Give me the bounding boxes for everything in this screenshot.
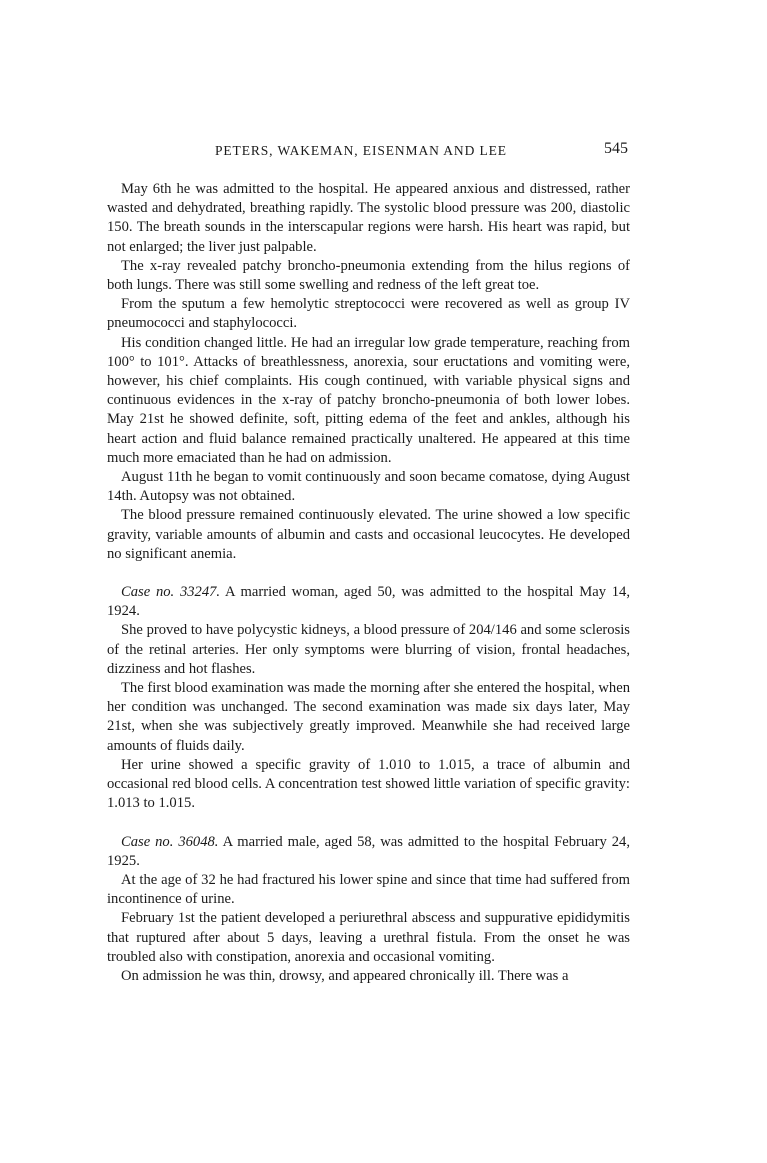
case-36048-intro: [107, 833, 630, 871]
running-head: PETERS, WAKEMAN, EISENMAN AND LEE: [215, 143, 507, 158]
paragraph-blood-pressure: The blood pressure remained continuously elevated. The urine showed a low specific gravity, variable amounts of albumin and casts and occasional leucocytes. He developed no significant anemia.: [107, 507, 630, 562]
paragraph-blood-exam: The first blood examination was made the morning after she entered the hospital, when her condition was unchanged. The second examination was made six days later, May 21st, when she was subjectively greatly improved. Meanwhile she had received large amounts of fluids daily.: [107, 680, 631, 754]
case-33247-intro: [107, 583, 630, 621]
paragraph-xray: The x-ray revealed patchy broncho-pneumonia extending from the hilus regions of both lungs. There was still some swelling and redness of the left great toe.: [107, 257, 630, 294]
case-label: Case no. 36048.: [121, 833, 219, 850]
paragraph-sputum: From the sputum a few hemolytic streptococci were recovered as well as group IV pneumococci and staphylococci.: [107, 296, 630, 332]
paragraph-august: August 11th he began to vomit continuously and soon became comatose, dying August 14th. Autopsy was not obtained.: [107, 469, 630, 505]
paragraph-on-admission: On admission he was thin, drowsy, and appeared chronically ill. There was a: [121, 967, 569, 984]
paragraph-admission: May 6th he was admitted to the hospital. He appeared anxious and distressed, rather wasted and dehydrated, breathing rapidly. The systolic blood pressure was 200, diastolic 150. The breath sounds in the interscapular regions were harsh. His heart was rapid, but not enlarged; the liver just palpable.: [107, 181, 630, 255]
paragraph-february: February 1st the patient developed a periurethral abscess and suppurative epididymitis that ruptured after about 5 days, leaving a urethral fistula. From the onset he was troubled also with constipation, anorexia and occasional vomiting.: [107, 910, 630, 965]
page-number: 545: [604, 140, 628, 157]
case-intro-text: A married male, aged 58, was admitted to the hospital February 24, 1925.: [107, 833, 631, 869]
paragraph-polycystic: She proved to have polycystic kidneys, a blood pressure of 204/146 and some sclerosis of the retinal arteries. Her only symptoms were blurring of vision, frontal headaches, dizziness and hot flashes.: [107, 622, 630, 677]
paragraph-spine: At the age of 32 he had fractured his lower spine and since that time had suffered from incontinence of urine.: [107, 871, 630, 908]
paragraph-condition: His condition changed little. He had an irregular low grade temperature, reaching from 100° to 101°. Attacks of breathlessness, anorexia, sour eructations and vomiting were, however, his chief complaints. His cough continued, with variable physical signs and continuous evidences in the x-ray of patchy broncho-pneumonia of both lower lobes. May 21st he showed definite, soft, pitting edema of the feet and ankles, although his heart action and fluid balance remained practically unaltered. He appeared at this time much more emaciated than he had on admission.: [107, 334, 630, 466]
case-label: Case no. 33247.: [121, 584, 221, 601]
paragraph-urine: Her urine showed a specific gravity of 1.010 to 1.015, a trace of albumin and occasional red blood cells. A concentration test showed little variation of specific gravity: 1.013 to 1.015.: [107, 756, 630, 812]
article-body: [107, 180, 630, 986]
case-intro-text: A married woman, aged 50, was admitted to the hospital May 14, 1924.: [107, 584, 630, 620]
